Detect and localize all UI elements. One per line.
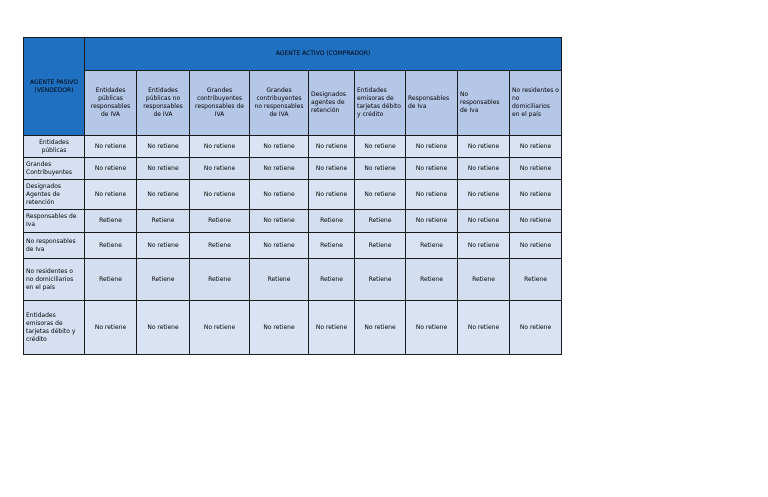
table-cell: Retiene	[510, 259, 562, 301]
table-cell: No retiene	[510, 233, 562, 259]
table-cell: No retiene	[458, 158, 510, 180]
table-row	[24, 136, 562, 158]
table-cell: No retiene	[406, 180, 458, 210]
row-header: Grandes Contribuyentes	[24, 158, 85, 180]
table-cell: No retiene	[250, 301, 309, 355]
table-cell: Retiene	[137, 259, 190, 301]
column-header: Entidades emisoras de tarjetas débito y crédito	[355, 71, 406, 136]
column-header: Designados agentes de retención	[309, 71, 355, 136]
top-header-row	[24, 38, 562, 71]
table-cell: No retiene	[355, 158, 406, 180]
table-cell: Retiene	[458, 259, 510, 301]
table-cell: Retiene	[309, 233, 355, 259]
table-cell: No retiene	[458, 136, 510, 158]
table-cell: No retiene	[458, 210, 510, 233]
table-cell: Retiene	[190, 259, 250, 301]
table-cell: No retiene	[309, 158, 355, 180]
table-cell: No retiene	[510, 158, 562, 180]
table-cell: Retiene	[309, 259, 355, 301]
table-cell: No retiene	[250, 233, 309, 259]
row-header: No responsables de Iva	[24, 233, 85, 259]
column-header-row	[24, 71, 562, 136]
column-header: Grandes contribuyentes responsables de IVA	[190, 71, 250, 136]
table-row	[24, 301, 562, 355]
table-cell: Retiene	[85, 259, 137, 301]
table-cell: No retiene	[355, 301, 406, 355]
table-cell: Retiene	[406, 233, 458, 259]
table-cell: Retiene	[406, 259, 458, 301]
column-header: No responsables de Iva	[458, 71, 510, 136]
table-cell: No retiene	[85, 301, 137, 355]
table-cell: No retiene	[190, 136, 250, 158]
retention-table-sheet	[23, 37, 562, 355]
table-cell: No retiene	[190, 301, 250, 355]
row-header: Designados Agentes de retención	[24, 180, 85, 210]
table-cell: No retiene	[250, 180, 309, 210]
table-cell: No retiene	[406, 136, 458, 158]
table-cell: No retiene	[510, 180, 562, 210]
table-cell: No retiene	[355, 136, 406, 158]
table-cell: No retiene	[250, 210, 309, 233]
row-header: No residentes o no domiciliarios en el país	[24, 259, 85, 301]
table-cell: No retiene	[458, 233, 510, 259]
table-cell: No retiene	[137, 233, 190, 259]
table-cell: No retiene	[250, 158, 309, 180]
table-cell: Retiene	[355, 233, 406, 259]
table-cell: No retiene	[510, 210, 562, 233]
table-cell: Retiene	[190, 210, 250, 233]
table-cell: No retiene	[406, 301, 458, 355]
column-header: No residentes o no domiciliarios en el país	[510, 71, 562, 136]
table-cell: No retiene	[190, 180, 250, 210]
column-header: Grandes contribuyentes no responsables de IVA	[250, 71, 309, 136]
table-cell: No retiene	[458, 301, 510, 355]
table-body	[24, 136, 562, 355]
table-cell: No retiene	[85, 158, 137, 180]
table-cell: No retiene	[510, 136, 562, 158]
retention-table	[23, 37, 562, 355]
row-header: Responsables de Iva	[24, 210, 85, 233]
column-header: Entidades públicas responsables de IVA	[85, 71, 137, 136]
table-cell: Retiene	[250, 259, 309, 301]
table-cell: No retiene	[137, 180, 190, 210]
table-cell: No retiene	[406, 210, 458, 233]
table-cell: Retiene	[309, 210, 355, 233]
table-cell: Retiene	[355, 259, 406, 301]
table-cell: No retiene	[85, 136, 137, 158]
column-header: Entidades públicas no responsables de IVA	[137, 71, 190, 136]
table-cell: No retiene	[309, 136, 355, 158]
table-cell: No retiene	[406, 158, 458, 180]
table-cell: No retiene	[458, 180, 510, 210]
row-header: Entidades emisoras de tarjetas débito y crédito	[24, 301, 85, 355]
table-cell: No retiene	[510, 301, 562, 355]
corner-header: AGENTE PASIVO (VENDEDOR)	[24, 38, 85, 136]
table-cell: Retiene	[85, 210, 137, 233]
table-row	[24, 233, 562, 259]
table-cell: No retiene	[137, 136, 190, 158]
row-header: Entidades públicas	[24, 136, 85, 158]
table-cell: Retiene	[355, 210, 406, 233]
agente-activo-header: AGENTE ACTIVO (COMPRADOR)	[85, 38, 562, 71]
table-row	[24, 210, 562, 233]
table-cell: Retiene	[137, 210, 190, 233]
table-cell: No retiene	[85, 180, 137, 210]
table-cell: Retiene	[85, 233, 137, 259]
table-cell: No retiene	[309, 180, 355, 210]
table-row	[24, 180, 562, 210]
table-cell: No retiene	[137, 301, 190, 355]
table-row	[24, 158, 562, 180]
table-cell: No retiene	[137, 158, 190, 180]
table-cell: No retiene	[190, 158, 250, 180]
table-cell: Retiene	[190, 233, 250, 259]
table-cell: No retiene	[250, 136, 309, 158]
table-cell: No retiene	[309, 301, 355, 355]
table-cell: No retiene	[355, 180, 406, 210]
column-header: Responsables de Iva	[406, 71, 458, 136]
table-row	[24, 259, 562, 301]
